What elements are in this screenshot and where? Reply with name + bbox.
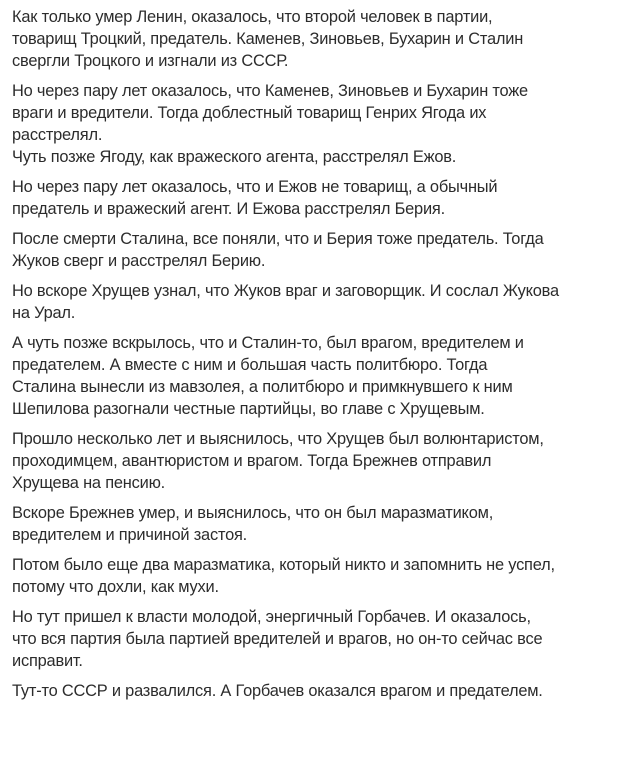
text-line: Но вскоре Хрущев узнал, что Жуков враг и заговорщик. И сослал Жукова: [12, 282, 559, 300]
paragraph-7: [12, 332, 622, 420]
paragraph-9: [12, 502, 622, 546]
text-line: враги и вредители. Тогда доблестный товарищ Генрих Ягода их: [12, 104, 487, 122]
paragraph-5: [12, 228, 622, 272]
text-line: Шепилова разогнали честные партийцы, во главе с Хрущевым.: [12, 400, 485, 418]
paragraph-4: [12, 176, 622, 220]
text-line: товарищ Троцкий, предатель. Каменев, Зиновьев, Бухарин и Сталин: [12, 30, 524, 48]
paragraph-2: [12, 80, 622, 146]
text-line: Потом было еще два маразматика, который никто и запомнить не успел,: [12, 556, 555, 574]
text-line: предатель и вражеский агент. И Ежова расстрелял Берия.: [12, 200, 445, 218]
text-line: Но тут пришел к власти молодой, энергичный Горбачев. И оказалось,: [12, 608, 531, 626]
text-line: Сталина вынесли из мавзолея, а политбюро и примкнувшего к ним: [12, 378, 513, 396]
paragraph-8: [12, 428, 622, 494]
text-line: Жуков сверг и расстрелял Берию.: [12, 252, 266, 270]
paragraph-6: [12, 280, 622, 324]
text-line: Но через пару лет оказалось, что и Ежов не товарищ, а обычный: [12, 178, 498, 196]
paragraph-10: [12, 554, 622, 598]
text-line: вредителем и причиной застоя.: [12, 526, 248, 544]
text-line: Но через пару лет оказалось, что Каменев, Зиновьев и Бухарин тоже: [12, 82, 528, 100]
document-body: [12, 6, 622, 710]
text-line: потому что дохли, как мухи.: [12, 578, 219, 596]
paragraph-11: [12, 606, 622, 672]
text-line: что вся партия была партией вредителей и врагов, но он-то сейчас все: [12, 630, 543, 648]
text-line: на Урал.: [12, 304, 76, 322]
text-line: свергли Троцкого и изгнали из СССР.: [12, 52, 289, 70]
text-line: расстрелял.: [12, 126, 103, 144]
text-line: А чуть позже вскрылось, что и Сталин-то, был врагом, вредителем и: [12, 334, 524, 352]
paragraph-12: [12, 680, 622, 702]
text-line: Чуть позже Ягоду, как вражеского агента, расстрелял Ежов.: [12, 148, 457, 166]
text-line: предателем. А вместе с ним и большая часть политбюро. Тогда: [12, 356, 488, 374]
text-line: проходимцем, авантюристом и врагом. Тогда Брежнев отправил: [12, 452, 492, 470]
text-line: Хрущева на пенсию.: [12, 474, 166, 492]
paragraph-1: [12, 6, 622, 72]
text-line: Как только умер Ленин, оказалось, что второй человек в партии,: [12, 8, 493, 26]
text-line: Вскоре Брежнев умер, и выяснилось, что он был маразматиком,: [12, 504, 494, 522]
text-line: Тут-то СССР и развалился. А Горбачев оказался врагом и предателем.: [12, 682, 543, 700]
text-line: Прошло несколько лет и выяснилось, что Хрущев был волюнтаристом,: [12, 430, 544, 448]
text-line: исправит.: [12, 652, 83, 670]
text-line: После смерти Сталина, все поняли, что и Берия тоже предатель. Тогда: [12, 230, 544, 248]
paragraph-3: [12, 146, 622, 168]
